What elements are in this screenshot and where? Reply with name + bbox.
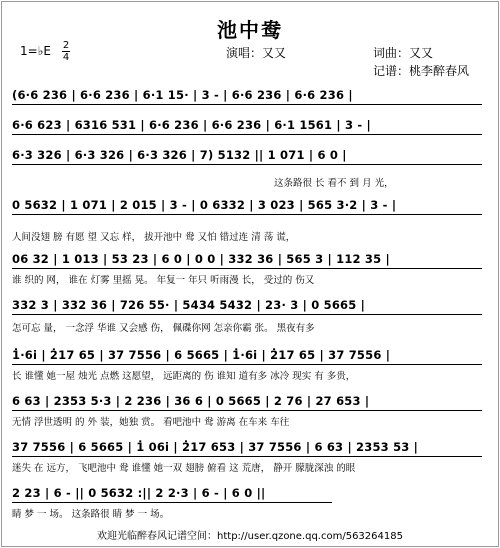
notes-line: 1̇·6i | 2̇17 65 | 37 7556 | 6 5665 | 1̇·6i | 2̇17 65 | 37 7556 |	[12, 348, 391, 362]
notes-line: 2 23 | 6 - || 0 5632 :|| 2 2·3 | 6 - | 6 0 ||	[12, 486, 266, 500]
time-denominator: 4	[62, 52, 70, 63]
key-signature	[20, 44, 51, 58]
beam-line	[12, 410, 482, 411]
song-title: 池中鸯	[217, 18, 283, 42]
score-row-8	[12, 388, 490, 428]
score-row-3	[12, 142, 490, 192]
transcriber-credit: 记谱：桃李醉春风	[373, 64, 470, 78]
beam-line	[12, 164, 482, 165]
score-row-4	[12, 192, 490, 244]
notes-line: 332 3 | 332 36 | 726 55· | 5434 5432 | 23· 3 | 0 5665 |	[12, 298, 366, 312]
lyrics-line: 怎可忘 量， 一念浮 华谁 又会感 伤， 佩碟你网 怎亲你霸 张。 黑夜有多	[12, 323, 315, 334]
notes-line: 6·6 623 | 6316 531 | 6·6 236 | 6·6 236 | 6·1 1561 | 3 - |	[12, 118, 371, 132]
notes-line: 0 5632 | 1 071 | 2 015 | 3 - | 0 6332 | 3 023 | 565 3·2 | 3 - |	[12, 198, 397, 212]
time-signature	[62, 40, 70, 63]
notes-line: (6·6 236 | 6·6 236 | 6·1 15· | 3 - | 6·6 236 | 6·6 236 |	[12, 88, 353, 102]
notes-line: 6·3 326 | 6·3 326 | 6·3 326 | 7) 5132 || 1 071 | 6 0 |	[12, 148, 347, 162]
lyricist-credit: 词曲：又又	[373, 46, 434, 60]
lyrics-line: 迷失 在 远方， 飞吧池中 鸯 谁懂 她一双 翅膀 俯看 这 荒唐， 静开 朦胧深浊 的眼	[12, 463, 356, 474]
notes-line: 6 63 | 2353 5·3 | 2 236 | 36 6 | 0 5665 | 2 76 | 27 653 |	[12, 394, 370, 408]
beam-line	[12, 314, 482, 315]
beam-line	[12, 268, 482, 269]
beam-line	[12, 134, 482, 135]
key-label: 1=♭E	[20, 44, 51, 58]
lyrics-line: 人间没翅 膀 有愿 望 又忘 样， 拔开池中 鸯 又怕 错过连 清 荡 谎，	[12, 232, 296, 243]
score-row-6	[12, 292, 490, 336]
score-row-9	[12, 432, 490, 476]
footer-credit: 欢迎光临醉春风记谱空间：http://user.qzone.qq.com/563264185	[97, 531, 403, 542]
score-row-7	[12, 340, 490, 384]
beam-line	[12, 502, 332, 503]
beam-line	[12, 456, 482, 457]
lyrics-line: 谁 织的 网， 谁在 灯雾 里摇 晃。 年复一 年只 听雨漫 长， 受过的 伤又	[12, 275, 315, 286]
score-row-5	[12, 246, 490, 290]
beam-line	[12, 104, 482, 105]
singer-credit: 演唱：又又	[226, 46, 287, 60]
lyrics-line: 无情 浮世透明 的 外 装，她独 赏。 看吧池中 鸯 游离 在车来 车往	[12, 417, 290, 428]
lyrics-line: 睛 梦 一 场。 这条路很 睛 梦 一 场。	[12, 509, 170, 520]
lyrics-line: 这条路很 长 看不 到 月 光，	[274, 178, 394, 189]
beam-line	[12, 364, 482, 365]
beam-line	[12, 214, 482, 215]
time-numerator: 2	[62, 40, 70, 51]
lyrics-line: 长 谁懂 她一屋 烛光 点燃 这愿望， 远距离的 伤 谁知 道有多 冰冷 现实 有 多贵，	[12, 371, 356, 382]
notes-line: 37 7556 | 6 5665 | 1̇ 06i | 2̇17 653 | 37 7556 | 6 63 | 2353 53 |	[12, 440, 419, 454]
score-row-10	[12, 478, 490, 522]
notes-line: 06 32 | 1 013 | 53 23 | 6 0 | 0 0 | 332 36 | 565 3 | 112 35 |	[12, 252, 390, 266]
